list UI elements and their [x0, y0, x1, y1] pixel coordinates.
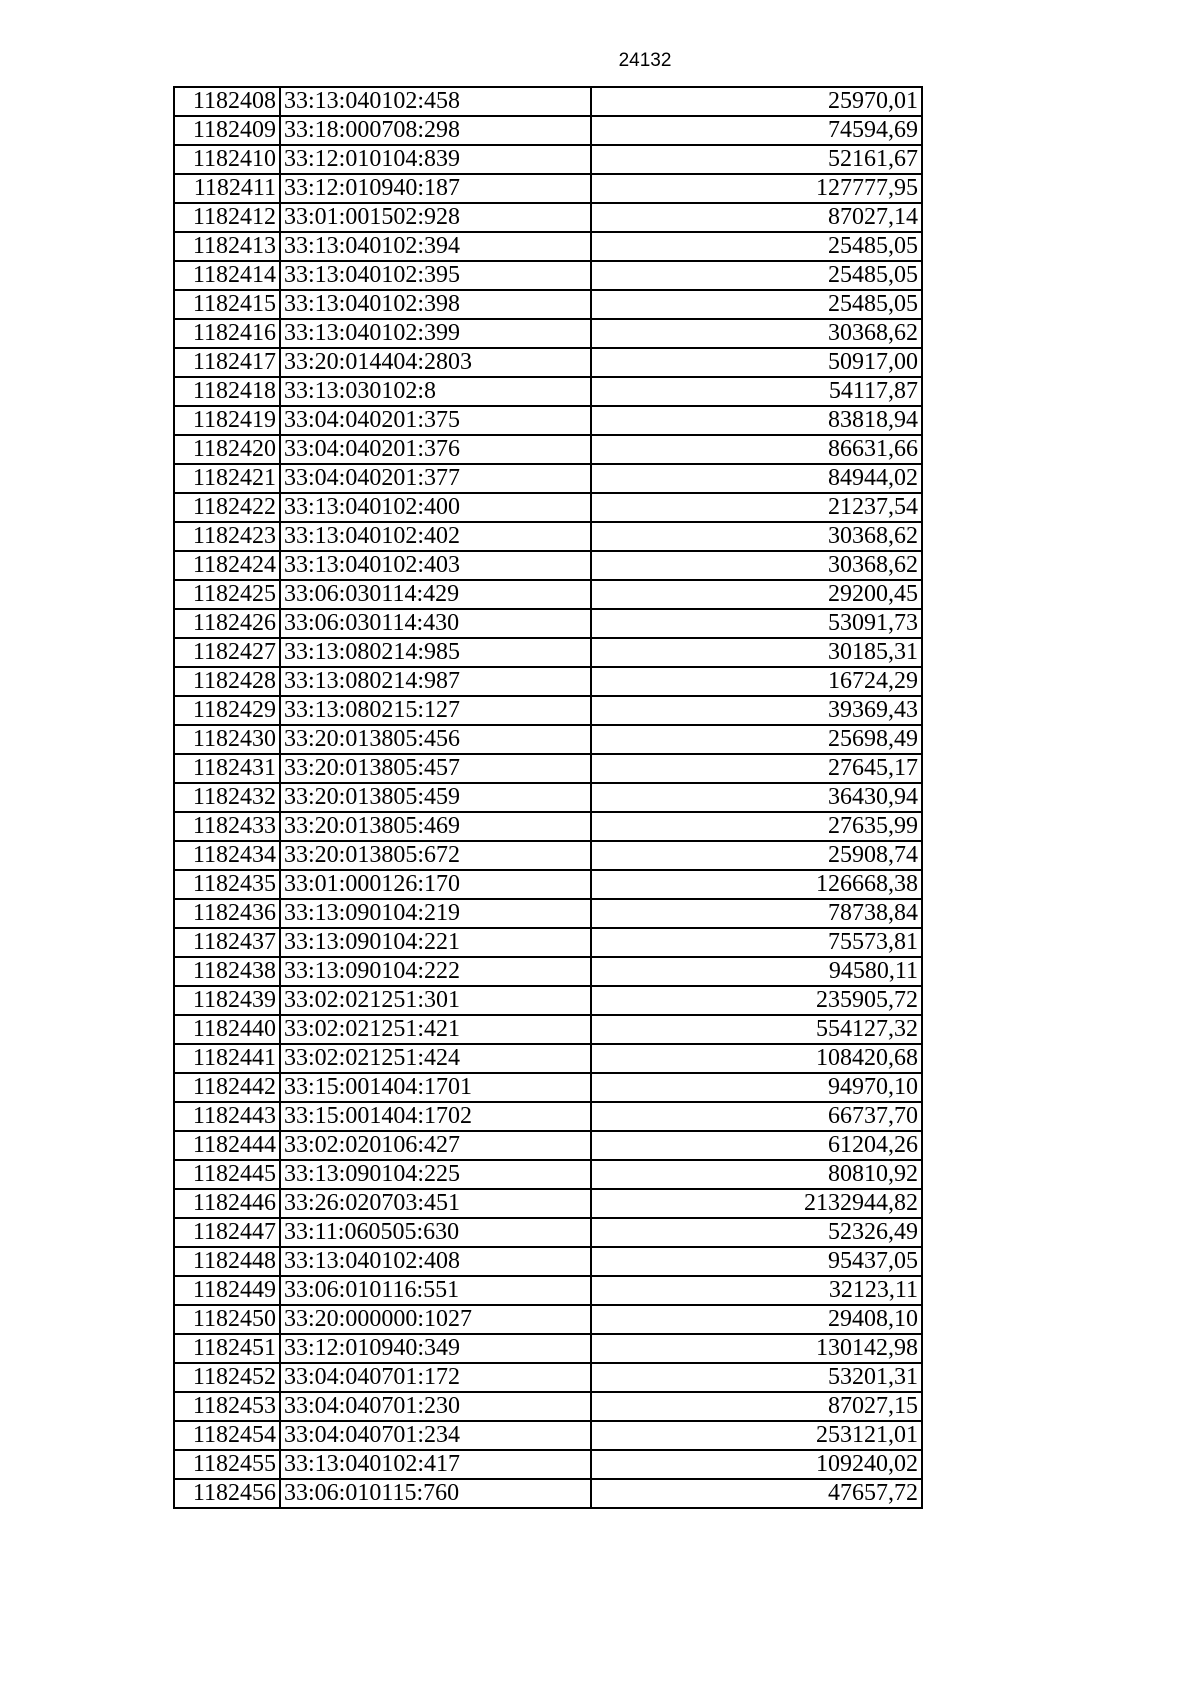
table-row [174, 87, 922, 116]
table-row [174, 667, 922, 696]
cadastral-number-cell: 33:02:020106:427 [280, 1131, 591, 1160]
value-cell: 108420,68 [591, 1044, 922, 1073]
value-cell: 253121,01 [591, 1421, 922, 1450]
value-cell: 25698,49 [591, 725, 922, 754]
cadastral-number-cell: 33:15:001404:1702 [280, 1102, 591, 1131]
table-row [174, 377, 922, 406]
table-row [174, 754, 922, 783]
cadastral-number-cell: 33:13:090104:222 [280, 957, 591, 986]
row-id-cell: 1182428 [174, 667, 280, 696]
cadastral-number-cell: 33:04:040701:234 [280, 1421, 591, 1450]
cadastral-number-cell: 33:13:040102:395 [280, 261, 591, 290]
table-row [174, 348, 922, 377]
table-row [174, 1218, 922, 1247]
table-row [174, 1102, 922, 1131]
value-cell: 126668,38 [591, 870, 922, 899]
row-id-cell: 1182438 [174, 957, 280, 986]
row-id-cell: 1182425 [174, 580, 280, 609]
cadastral-number-cell: 33:06:010115:760 [280, 1479, 591, 1508]
row-id-cell: 1182410 [174, 145, 280, 174]
row-id-cell: 1182437 [174, 928, 280, 957]
value-cell: 95437,05 [591, 1247, 922, 1276]
value-cell: 25908,74 [591, 841, 922, 870]
value-cell: 74594,69 [591, 116, 922, 145]
table-row [174, 261, 922, 290]
table-row [174, 290, 922, 319]
row-id-cell: 1182442 [174, 1073, 280, 1102]
cadastral-number-cell: 33:20:013805:672 [280, 841, 591, 870]
row-id-cell: 1182443 [174, 1102, 280, 1131]
cadastral-number-cell: 33:13:090104:221 [280, 928, 591, 957]
row-id-cell: 1182409 [174, 116, 280, 145]
row-id-cell: 1182451 [174, 1334, 280, 1363]
row-id-cell: 1182433 [174, 812, 280, 841]
row-id-cell: 1182430 [174, 725, 280, 754]
table-row [174, 1305, 922, 1334]
row-id-cell: 1182431 [174, 754, 280, 783]
value-cell: 29200,45 [591, 580, 922, 609]
value-cell: 30368,62 [591, 551, 922, 580]
table-row [174, 928, 922, 957]
table-row [174, 1450, 922, 1479]
value-cell: 27645,17 [591, 754, 922, 783]
value-cell: 50917,00 [591, 348, 922, 377]
value-cell: 130142,98 [591, 1334, 922, 1363]
table-row [174, 783, 922, 812]
cadastral-number-cell: 33:04:040701:230 [280, 1392, 591, 1421]
row-id-cell: 1182422 [174, 493, 280, 522]
row-id-cell: 1182411 [174, 174, 280, 203]
row-id-cell: 1182432 [174, 783, 280, 812]
row-id-cell: 1182450 [174, 1305, 280, 1334]
cadastral-number-cell: 33:12:010940:349 [280, 1334, 591, 1363]
cadastral-number-cell: 33:13:080214:987 [280, 667, 591, 696]
cadastral-number-cell: 33:20:013805:457 [280, 754, 591, 783]
cadastral-number-cell: 33:02:021251:424 [280, 1044, 591, 1073]
table-row [174, 1392, 922, 1421]
row-id-cell: 1182448 [174, 1247, 280, 1276]
cadastral-number-cell: 33:13:090104:219 [280, 899, 591, 928]
value-cell: 554127,32 [591, 1015, 922, 1044]
table-row [174, 145, 922, 174]
row-id-cell: 1182413 [174, 232, 280, 261]
value-cell: 32123,11 [591, 1276, 922, 1305]
row-id-cell: 1182456 [174, 1479, 280, 1508]
cadastral-number-cell: 33:12:010940:187 [280, 174, 591, 203]
row-id-cell: 1182452 [174, 1363, 280, 1392]
value-cell: 127777,95 [591, 174, 922, 203]
cadastral-number-cell: 33:04:040201:377 [280, 464, 591, 493]
row-id-cell: 1182454 [174, 1421, 280, 1450]
row-id-cell: 1182418 [174, 377, 280, 406]
row-id-cell: 1182440 [174, 1015, 280, 1044]
table-row [174, 580, 922, 609]
row-id-cell: 1182439 [174, 986, 280, 1015]
value-cell: 21237,54 [591, 493, 922, 522]
table-row [174, 1421, 922, 1450]
row-id-cell: 1182429 [174, 696, 280, 725]
cadastral-number-cell: 33:15:001404:1701 [280, 1073, 591, 1102]
table-row [174, 1131, 922, 1160]
row-id-cell: 1182412 [174, 203, 280, 232]
value-cell: 109240,02 [591, 1450, 922, 1479]
row-id-cell: 1182408 [174, 87, 280, 116]
row-id-cell: 1182415 [174, 290, 280, 319]
cadastral-number-cell: 33:13:040102:408 [280, 1247, 591, 1276]
cadastral-number-cell: 33:13:040102:399 [280, 319, 591, 348]
table-row [174, 203, 922, 232]
table-row [174, 232, 922, 261]
table-row [174, 841, 922, 870]
table-row [174, 725, 922, 754]
value-cell: 87027,15 [591, 1392, 922, 1421]
cadastral-number-cell: 33:06:030114:430 [280, 609, 591, 638]
cadastral-number-cell: 33:13:040102:400 [280, 493, 591, 522]
cadastral-number-cell: 33:12:010104:839 [280, 145, 591, 174]
row-id-cell: 1182416 [174, 319, 280, 348]
cadastral-number-cell: 33:13:040102:402 [280, 522, 591, 551]
value-cell: 52161,67 [591, 145, 922, 174]
table-row [174, 1015, 922, 1044]
cadastral-number-cell: 33:04:040201:376 [280, 435, 591, 464]
value-cell: 2132944,82 [591, 1189, 922, 1218]
cadastral-number-cell: 33:13:040102:458 [280, 87, 591, 116]
value-cell: 94580,11 [591, 957, 922, 986]
cadastral-number-cell: 33:20:013805:469 [280, 812, 591, 841]
cadastral-number-cell: 33:13:080214:985 [280, 638, 591, 667]
row-id-cell: 1182434 [174, 841, 280, 870]
value-cell: 235905,72 [591, 986, 922, 1015]
cadastral-number-cell: 33:11:060505:630 [280, 1218, 591, 1247]
value-cell: 39369,43 [591, 696, 922, 725]
cadastral-number-cell: 33:01:000126:170 [280, 870, 591, 899]
row-id-cell: 1182444 [174, 1131, 280, 1160]
table-body [174, 87, 922, 1508]
value-cell: 29408,10 [591, 1305, 922, 1334]
table-row [174, 696, 922, 725]
cadastral-number-cell: 33:04:040201:375 [280, 406, 591, 435]
value-cell: 61204,26 [591, 1131, 922, 1160]
cadastral-number-cell: 33:02:021251:421 [280, 1015, 591, 1044]
row-id-cell: 1182435 [174, 870, 280, 899]
row-id-cell: 1182441 [174, 1044, 280, 1073]
table-row [174, 870, 922, 899]
row-id-cell: 1182455 [174, 1450, 280, 1479]
value-cell: 30185,31 [591, 638, 922, 667]
cadastral-number-cell: 33:13:080215:127 [280, 696, 591, 725]
cadastral-number-cell: 33:18:000708:298 [280, 116, 591, 145]
cadastral-number-cell: 33:06:030114:429 [280, 580, 591, 609]
table-row [174, 174, 922, 203]
row-id-cell: 1182417 [174, 348, 280, 377]
table-row [174, 116, 922, 145]
table-row [174, 435, 922, 464]
table-row [174, 1160, 922, 1189]
cadastral-value-table [173, 86, 923, 1509]
row-id-cell: 1182447 [174, 1218, 280, 1247]
value-cell: 53201,31 [591, 1363, 922, 1392]
value-cell: 87027,14 [591, 203, 922, 232]
row-id-cell: 1182420 [174, 435, 280, 464]
table-row [174, 406, 922, 435]
table-row [174, 319, 922, 348]
value-cell: 16724,29 [591, 667, 922, 696]
row-id-cell: 1182446 [174, 1189, 280, 1218]
table-row [174, 1073, 922, 1102]
table-row [174, 1363, 922, 1392]
value-cell: 30368,62 [591, 319, 922, 348]
table-row [174, 522, 922, 551]
row-id-cell: 1182424 [174, 551, 280, 580]
cadastral-number-cell: 33:20:014404:2803 [280, 348, 591, 377]
cadastral-number-cell: 33:13:040102:403 [280, 551, 591, 580]
row-id-cell: 1182445 [174, 1160, 280, 1189]
value-cell: 30368,62 [591, 522, 922, 551]
table-row [174, 1334, 922, 1363]
value-cell: 25485,05 [591, 232, 922, 261]
cadastral-number-cell: 33:04:040701:172 [280, 1363, 591, 1392]
page-number: 24132 [618, 50, 672, 71]
row-id-cell: 1182453 [174, 1392, 280, 1421]
table-row [174, 609, 922, 638]
table-row [174, 1247, 922, 1276]
cadastral-number-cell: 33:13:040102:398 [280, 290, 591, 319]
value-cell: 25485,05 [591, 290, 922, 319]
table-row [174, 638, 922, 667]
value-cell: 84944,02 [591, 464, 922, 493]
table-row [174, 986, 922, 1015]
value-cell: 25485,05 [591, 261, 922, 290]
table-row [174, 899, 922, 928]
value-cell: 83818,94 [591, 406, 922, 435]
row-id-cell: 1182419 [174, 406, 280, 435]
cadastral-number-cell: 33:01:001502:928 [280, 203, 591, 232]
value-cell: 36430,94 [591, 783, 922, 812]
table-row [174, 493, 922, 522]
row-id-cell: 1182426 [174, 609, 280, 638]
value-cell: 80810,92 [591, 1160, 922, 1189]
value-cell: 27635,99 [591, 812, 922, 841]
row-id-cell: 1182414 [174, 261, 280, 290]
cadastral-number-cell: 33:13:040102:394 [280, 232, 591, 261]
cadastral-number-cell: 33:13:030102:8 [280, 377, 591, 406]
value-cell: 25970,01 [591, 87, 922, 116]
row-id-cell: 1182436 [174, 899, 280, 928]
value-cell: 53091,73 [591, 609, 922, 638]
cadastral-number-cell: 33:20:013805:459 [280, 783, 591, 812]
cadastral-number-cell: 33:20:013805:456 [280, 725, 591, 754]
cadastral-number-cell: 33:13:040102:417 [280, 1450, 591, 1479]
value-cell: 66737,70 [591, 1102, 922, 1131]
value-cell: 47657,72 [591, 1479, 922, 1508]
cadastral-number-cell: 33:02:021251:301 [280, 986, 591, 1015]
cadastral-number-cell: 33:13:090104:225 [280, 1160, 591, 1189]
cadastral-number-cell: 33:26:020703:451 [280, 1189, 591, 1218]
value-cell: 75573,81 [591, 928, 922, 957]
table-row [174, 1044, 922, 1073]
value-cell: 54117,87 [591, 377, 922, 406]
table-row [174, 551, 922, 580]
row-id-cell: 1182449 [174, 1276, 280, 1305]
table-row [174, 464, 922, 493]
value-cell: 86631,66 [591, 435, 922, 464]
value-cell: 52326,49 [591, 1218, 922, 1247]
table-row [174, 1189, 922, 1218]
table-row [174, 1276, 922, 1305]
cadastral-number-cell: 33:20:000000:1027 [280, 1305, 591, 1334]
cadastral-number-cell: 33:06:010116:551 [280, 1276, 591, 1305]
value-cell: 78738,84 [591, 899, 922, 928]
table-row [174, 957, 922, 986]
value-cell: 94970,10 [591, 1073, 922, 1102]
table-row [174, 812, 922, 841]
table-row [174, 1479, 922, 1508]
row-id-cell: 1182423 [174, 522, 280, 551]
row-id-cell: 1182421 [174, 464, 280, 493]
row-id-cell: 1182427 [174, 638, 280, 667]
